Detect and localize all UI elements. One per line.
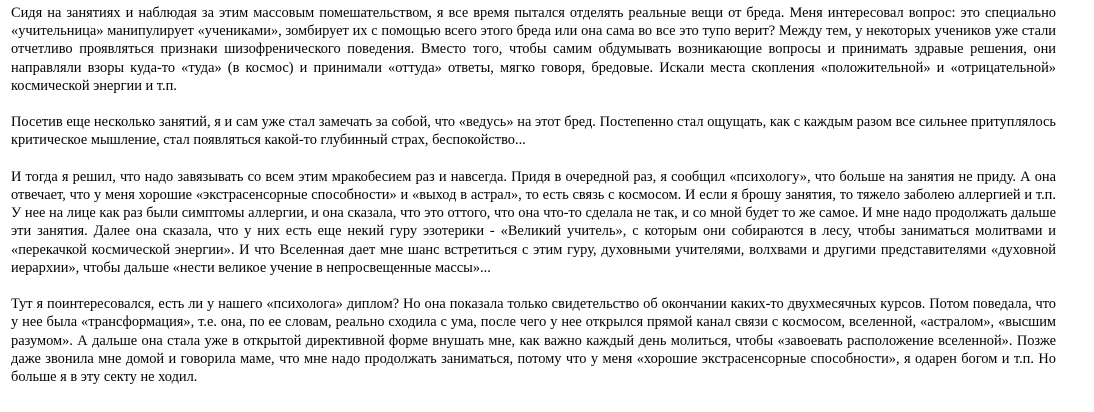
paragraph-3: И тогда я решил, что надо завязывать со всем этим мракобесием раз и навсегда. Придя в очередной раз, я сообщил «психологу», что больше на занятия не приду. А она отвечает, что у меня хорошие «экстрасенсорные способности» и «выход в астрал», то есть связь с космосом. И если я брошу занятия, то тяжело заболею аллергией и т.п. У нее на лице как раз были симптомы аллергии, и она сказала, что это оттого, что она что-то сделала не так, и со мной будет то же самое. И мне надо продолжать дальше эти занятия. Далее она сказала, что у них есть еще некий гуру эзотерики - «Великий учитель», с которым они собираются в лесу, чтобы заниматься молитвами и «перекачкой космической энергии». И что Вселенная дает мне шанс встретиться с этим гуру, духовными учителями, волхвами и другими представителями «духовной иерархии», чтобы дальше «нести великое учение в непросвещенные массы»... (11, 168, 1056, 276)
paragraph-1: Сидя на занятиях и наблюдая за этим массовым помешательством, я все время пытался отделять реальные вещи от бреда. Меня интересовал вопрос: это специально «учительница» манипулирует «учениками», зомбирует их с помощью всего этого бреда или она сама во все это тупо верит? Между тем, у некоторых учеников уже стали отчетливо проявляться признаки шизофренического поведения. Вместо того, чтобы самим обдумывать возникающие вопросы и принимать здравые решения, они направляли взоры куда-то «туда» (в космос) и принимали «оттуда» ответы, мягко говоря, бредовые. Искали места скопления «положительной» и «отрицательной» космической энергии и т.п. (11, 5, 1056, 94)
article-body (11, 4, 1056, 386)
paragraph-4: Тут я поинтересовался, есть ли у нашего «психолога» диплом? Но она показала только свидетельство об окончании каких-то двухмесячных курсов. Потом поведала, что у нее была «трансформация», т.е. она, по ее словам, реально сходила с ума, после чего у нее открылся прямой канал связи с космосом, вселенной, «астралом», «высшим разумом». А дальше она стала уже в открытой директивной форме внушать мне, как важно каждый день молиться, чтобы «завоевать расположение вселенной». Позже даже звонила мне домой и говорила маме, что мне надо продолжать заниматься, потому что у меня «хорошие экстрасенсорные способности», я одарен богом и т.п. Но больше я в эту секту не ходил. (11, 296, 1056, 386)
paragraph-2: Посетив еще несколько занятий, я и сам уже стал замечать за собой, что «ведусь» на этот бред. Постепенно стал ощущать, как с каждым разом все сильнее притуплялось критическое мышление, стал появляться какой-то глубинный страх, беспокойство... (11, 114, 1056, 149)
